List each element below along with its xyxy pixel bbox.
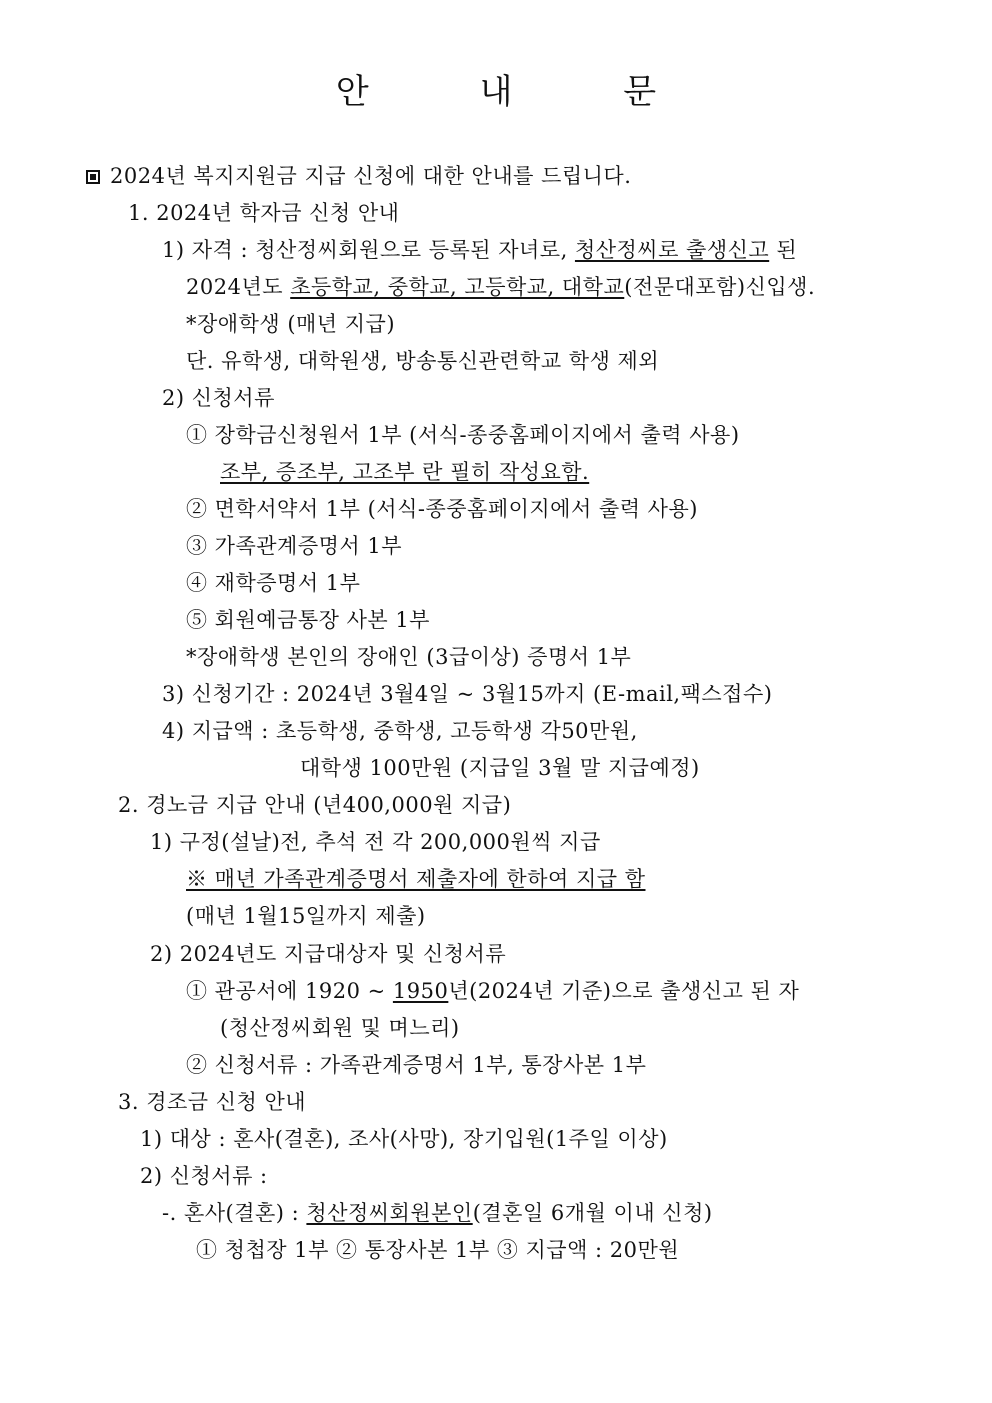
payment-amount-2: 대학생 100만원 (지급일 3월 말 지급예정): [300, 756, 700, 780]
document-item-5: ⑤ 회원예금통장 사본 1부: [186, 608, 430, 632]
qualification-year: 2024년도: [186, 275, 291, 299]
page-title: 안 내 문: [335, 72, 707, 112]
document-item-3: ③ 가족관계증명서 1부: [186, 534, 402, 558]
eligible-year-underlined: 1950: [392, 979, 449, 1003]
wedding-documents: ① 청첩장 1부 ② 통장사본 1부 ③ 지급액 : 20만원: [196, 1238, 680, 1262]
intro-text: 2024년 복지지원금 지급 신청에 대한 안내를 드립니다.: [110, 164, 632, 188]
application-period: 3) 신청기간 : 2024년 3월4일 ~ 3월15까지 (E-mail,팩스접수): [162, 682, 773, 706]
qualification-tail: 된: [769, 238, 798, 262]
document-item-1-note: 조부, 증조부, 고조부 란 필히 작성요함.: [220, 460, 590, 484]
eligible-target: [186, 977, 799, 1005]
disabled-student-note: *장애학생 (매년 지급): [186, 312, 396, 336]
qualification-line: [162, 236, 797, 264]
eligible-target-2: (청산정씨회원 및 며느리): [220, 1016, 460, 1040]
condolence-target: 1) 대상 : 혼사(결혼), 조사(사망), 장기입원(1주일 이상): [140, 1127, 668, 1151]
document-item-6: *장애학생 본인의 장애인 (3급이상) 증명서 1부: [186, 645, 632, 669]
document-item-1: ① 장학금신청원서 1부 (서식-종중홈페이지에서 출력 사용): [186, 423, 740, 447]
qualification-text: 1) 자격 : 청산정씨회원으로 등록된 자녀로,: [162, 238, 575, 262]
section-1-heading: 1. 2024년 학자금 신청 안내: [128, 201, 400, 225]
document-item-4: ④ 재학증명서 1부: [186, 571, 361, 595]
qualification-underlined: 청산정씨로 출생신고: [574, 238, 770, 262]
elder-payment-note: ※ 매년 가족관계증명서 제출자에 한하여 지급 함: [186, 867, 646, 891]
documents-heading: 2) 신청서류: [162, 386, 275, 410]
section-3-heading: 3. 경조금 신청 안내: [118, 1090, 307, 1114]
qualification-line-2: [186, 273, 815, 301]
elder-payment-line: 1) 구정(설날)전, 추석 전 각 200,000원씩 지급: [150, 830, 601, 854]
payment-amount: 4) 지급액 : 초등학생, 중학생, 고등학생 각50만원,: [162, 719, 638, 743]
intro-line: [86, 162, 631, 190]
wedding-underlined: 청산정씨회원본인: [306, 1201, 473, 1225]
eligible-target-text: ① 관공서에 1920 ~: [186, 979, 393, 1003]
wedding-line: [162, 1199, 713, 1227]
section-2-heading: 2. 경노금 지급 안내 (년400,000원 지급): [118, 793, 512, 817]
wedding-tail: (결혼일 6개월 이내 신청): [472, 1201, 713, 1225]
eligible-heading: 2) 2024년도 지급대상자 및 신청서류: [150, 942, 507, 966]
square-bullet-icon: [86, 170, 100, 184]
condolence-documents-heading: 2) 신청서류 :: [140, 1164, 268, 1188]
qualification-tail-2: (전문대포함)신입생.: [624, 275, 816, 299]
eligible-target-tail: 년(2024년 기준)으로 출생신고 된 자: [448, 979, 800, 1003]
elder-payment-deadline: (매년 1월15일까지 제출): [186, 904, 426, 928]
document-item-2: ② 면학서약서 1부 (서식-종중홈페이지에서 출력 사용): [186, 497, 698, 521]
school-list-underlined: 초등학교, 중학교, 고등학교, 대학교: [290, 275, 625, 299]
wedding-text: -. 혼사(결혼) :: [162, 1201, 307, 1225]
eligible-documents: ② 신청서류 : 가족관계증명서 1부, 통장사본 1부: [186, 1053, 647, 1077]
exclusion-note: 단. 유학생, 대학원생, 방송통신관련학교 학생 제외: [186, 349, 660, 373]
